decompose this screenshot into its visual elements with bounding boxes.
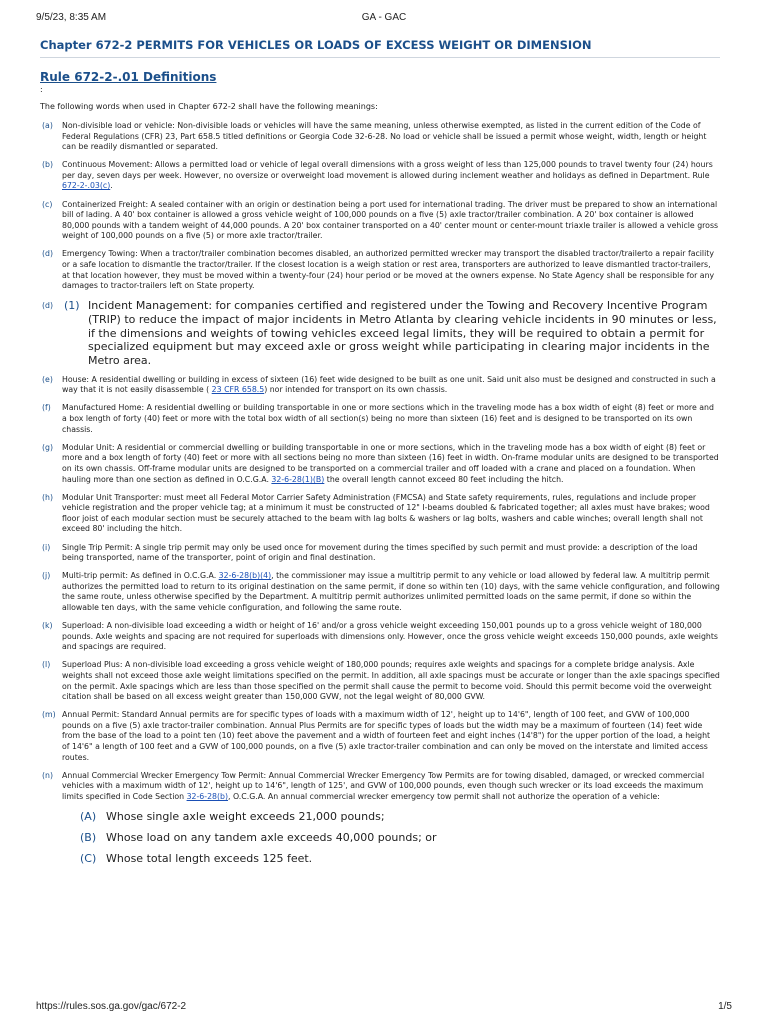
definition-e bbox=[40, 375, 720, 396]
definition-text-after: ) nor intended for transport on its own chassis. bbox=[264, 385, 448, 395]
definition-text: Annual Commercial Wrecker Emergency Tow Permit: Annual Commercial Wrecker Emergency Tow Permits are for towing disabled, damaged, or wrecked commercial vehicles with a maximum width of 12', height up to 14'6", length of 125', and GVW of 100,000 pounds, even though such wrecker or its load exceeds the maximum limits specified in Code Section bbox=[62, 770, 705, 801]
definition-text-after: , O.C.G.A. An annual commercial wrecker emergency tow permit shall not authorize the operation of a vehicle: bbox=[228, 791, 660, 801]
subitem-c bbox=[80, 852, 720, 865]
definition-l bbox=[40, 660, 720, 702]
rule-link[interactable]: 672-2-.03(c) bbox=[62, 181, 111, 191]
subitem-text: Incident Management: for companies certified and registered under the Towing and Recovery Incentive Program (TRIP) to reduce the impact of major incidents in Metro Atlanta by clearing vehicle incidents in 90 minutes or less, if the dimensions and weights of towing vehicles exceed legal limits, they will be required to obtain a permit for specialized equipment but may exceed axle or gross weight while participating in clearing major incidents in the Metro area. bbox=[88, 299, 717, 367]
definition-text-after: . bbox=[110, 181, 113, 191]
incident-management-subitem bbox=[62, 299, 720, 367]
definition-d bbox=[40, 249, 720, 291]
definition-label: (i) bbox=[42, 542, 51, 552]
definition-k bbox=[40, 621, 720, 653]
definition-label: (c) bbox=[42, 199, 53, 209]
chapter-title: Chapter 672-2 PERMITS FOR VEHICLES OR LOADS OF EXCESS WEIGHT OR DIMENSION bbox=[40, 38, 720, 58]
definition-b bbox=[40, 160, 720, 192]
definition-label: (d) bbox=[42, 301, 54, 311]
definition-label: (j) bbox=[42, 571, 51, 581]
definition-label: (h) bbox=[42, 492, 54, 502]
definition-text: Multi-trip permit: As defined in O.C.G.A. bbox=[62, 571, 219, 581]
print-title: GA - GAC bbox=[361, 12, 407, 23]
definition-label: (a) bbox=[42, 121, 53, 130]
subitem-label: (B) bbox=[80, 831, 97, 845]
definition-i bbox=[40, 543, 720, 564]
subitem-text: Whose total length exceeds 125 feet. bbox=[106, 852, 313, 866]
page-number: 1/5 bbox=[718, 1001, 732, 1012]
definition-label: (f) bbox=[42, 403, 51, 413]
cfr-link[interactable]: 23 CFR 658.5 bbox=[211, 385, 265, 395]
definition-label: (k) bbox=[42, 621, 53, 631]
definition-a bbox=[40, 121, 720, 153]
definition-text: Single Trip Permit: A single trip permit may only be used once for movement during the times specified by such permit and must provide: a description of the load being transported, name of the transporter, point of origin and final destination. bbox=[62, 542, 698, 563]
definition-text: Annual Permit: Standard Annual permits are for specific types of loads with a maximum width of 12', height up to 14'6", length of 100 feet, and GVW of 100,000 pounds on a five (5) axle tractor-trailer combination. Annual Plus Permits are for specific types of loads but the width may be a maximum of fourteen (14) feet wide from the base of the load to a point ten (10) feet above the pavement and a width of fourteen feet and eight inches (14'8") for the upper portion of the load, a height of 14'6" a length of 100 feet and a GVW of 100,000 pounds, on a five (5) axle tractor-trailer combination and can only be moved on the interstate and limited access routes. bbox=[62, 710, 711, 762]
definition-text: Continuous Movement: Allows a permitted load or vehicle of legal overall dimensions with a gross weight of less than 125,000 pounds to travel twenty four (24) hours per day, seven days per week. However, no oversize or overweight load movement is allowed during inclement weather and holidays as defined in Department. Rule bbox=[62, 160, 713, 180]
definition-label: (m) bbox=[42, 710, 56, 720]
definition-text: Non-divisible load or vehicle: Non-divisible loads or vehicles will have the same meaning, unless otherwise exempted, as listed in the current edition of the Code of Federal Regulations (CFR) 23, Part 658.5 titled definitions or Georgia Code 32-6-28. No load or vehicle shall be issued a permit whose weight, width, length or height can be readily dismantled or separated. bbox=[62, 121, 707, 152]
rule-colon: : bbox=[40, 85, 43, 94]
code-link[interactable]: 32-6-28(b)(4) bbox=[218, 571, 272, 581]
definition-h bbox=[40, 493, 720, 535]
print-url: https://rules.sos.ga.gov/gac/672-2 bbox=[36, 1001, 187, 1012]
definition-c bbox=[40, 200, 720, 242]
definition-label: (g) bbox=[42, 442, 54, 452]
subitem-label: (C) bbox=[80, 852, 97, 866]
code-link[interactable]: 32-6-28(b) bbox=[186, 791, 229, 801]
intro-text: The following words when used in Chapter 672-2 shall have the following meanings: bbox=[40, 102, 378, 111]
definition-g bbox=[40, 443, 720, 485]
subitem-text: Whose load on any tandem axle exceeds 40,000 pounds; or bbox=[106, 831, 437, 845]
definition-text: House: A residential dwelling or building in excess of sixteen (16) feet wide designed to be built as one unit. Said unit also must be designed and constructed in such a way that it is not easily disassemble ( bbox=[62, 374, 716, 395]
rule-title[interactable]: Rule 672-2-.01 Definitions bbox=[40, 70, 217, 84]
definition-label: (e) bbox=[42, 374, 53, 384]
definition-label: (d) bbox=[42, 249, 54, 259]
definition-label: (n) bbox=[42, 770, 54, 780]
subitem-label: (1) bbox=[64, 299, 80, 313]
definition-text: Containerized Freight: A sealed container with an origin or destination being a port used for international trading. The driver must be prepared to show an international bill of lading. A 40' box container is allowed a gross vehicle weight of 100,000 pounds on a five (5) axle tractor/trailer combination. A 20' box container is allowed 80,000 pounds with a tandem weight of 44,000 pounds. A 20' box container transported on a 40' center mount or center-mount triaxle trailer is allowed a vehicle gross weight of 100,000 pounds on a five (5) or more axle tractor/trailer. bbox=[62, 199, 719, 241]
definition-text: Manufactured Home: A residential dwelling or building transportable in one or more sections which in the traveling mode has a box width of eight (8) feet or more and a box length of forty (40) feet or more with the total box width of all section(s) being no more than sixteen (16) feet and is designed to be transported on its own chassis. bbox=[62, 403, 714, 434]
definition-n bbox=[40, 771, 720, 866]
definition-text: Emergency Towing: When a tractor/trailer combination becomes disabled, an authorized permitted wrecker may transport the disabled tractor/trailerto a repair facility or a safe location to dismantle the tractor/trailer. If the closest location is a weigh station or rest area, transporters are authorized to leave dismantled tractor-trailers, at that location however, they must be moved within a twenty-four (24) hour period or be moved at the owners expense. No State Agency shall be responsible for any damages to tractor-trailers left on State property. bbox=[62, 249, 715, 291]
code-link[interactable]: 32-6-28(1)(B) bbox=[271, 474, 325, 484]
definition-d-incident bbox=[40, 299, 720, 367]
definition-text-after: , the commissioner may issue a multitrip permit to any vehicle or load allowed by federal law. A multitrip permit authorizes the permitted load to return to its original destination on the same permit, if done so within ten (10) days, with the same vehicle configuration, and following the same route, unless otherwise specified by the Department. A multitrip permit authorizes unlimited permitted loads on the same permit, if done so within the allowable ten days, with the same vehicle configuration, and following the same route. bbox=[62, 571, 720, 612]
definition-text: Modular Unit: A residential or commercial dwelling or building transportable in one or more sections, which in the traveling mode has a box width of eight (8) feet or more and a box length of forty (40) feet or more with all sections being no more than sixteen (16) feet in width. On-frame modular units are designed to be transported on its own chassis. Off-frame modular units are designed to be transported on a commercial trailer and off loaded with a crane and placed on a foundation. When hauling more than one section as defined in O.C.G.A. bbox=[62, 442, 719, 484]
definition-f bbox=[40, 403, 720, 435]
subitem-text: Whose single axle weight exceeds 21,000 pounds; bbox=[106, 810, 385, 824]
definition-text: Superload: A non-divisible load exceeding a width or height of 16' and/or a gross vehicle weight exceeding 150,001 pounds up to a gross vehicle weight of 180,000 pounds. Axle weights and spacing are not required for superloads with dimensions only. However, once the gross vehicle weight exceeds 150,000 pounds, axle weights and spacings are required. bbox=[62, 621, 718, 652]
subitem-label: (A) bbox=[80, 810, 97, 824]
definition-text: Modular Unit Transporter: must meet all Federal Motor Carrier Safety Administration (FMCSA) and State safety requirements, rules, regulations and include proper vehicle registration and the proper vehicle tag; at a minimum it must be constructed of 12" I-beams doubled & fabricated together; all axles must have brakes; wood floor joist of each modular section must be securely attached to the beam with lag bolts & washers or lag bolts, washers and cable winches; overall length shall not exceed 80' including the hitch. bbox=[62, 492, 710, 534]
subitem-b bbox=[80, 831, 720, 844]
print-datetime: 9/5/23, 8:35 AM bbox=[36, 12, 107, 23]
definition-j bbox=[40, 571, 720, 613]
subitem-a bbox=[80, 810, 720, 823]
definition-label: (l) bbox=[42, 660, 51, 670]
definition-label: (b) bbox=[42, 160, 54, 170]
document-content bbox=[40, 38, 720, 873]
definition-text: Superload Plus: A non-divisible load exceeding a gross vehicle weight of 180,000 pounds; requires axle weights and spacings for a complete bridge analysis. Axle weights shall not exceed those axle weight limitations specified on the permit. In addition, all axle spacings must be accurate or longer than the axle spacings specified on the permit. Axle spacings which are less than those specified on the permit shall cause the permit to become void. Should this permit become void the overweight citation shall be based on all excess weight greater than 150,000 GVW, not the legal weight of 80,000 GVW. bbox=[62, 660, 720, 702]
definition-text-after: the overall length cannot exceed 80 feet including the hitch. bbox=[324, 474, 564, 484]
definition-m bbox=[40, 710, 720, 763]
